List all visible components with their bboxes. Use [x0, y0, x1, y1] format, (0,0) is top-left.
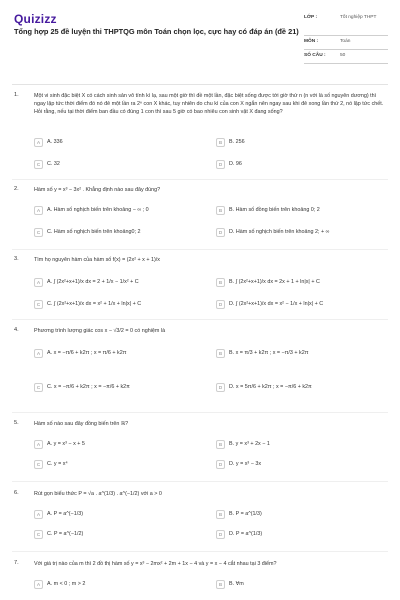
option-c[interactable] — [34, 383, 192, 392]
option-text: C. P = a^(−1/2) — [47, 531, 84, 537]
option-text: D. ∫ (2x²+x+1)/x dx = x² − 1/x + ln|x| + C — [229, 301, 324, 307]
question-number: 3. — [14, 256, 19, 262]
option-text: A. P = a^(−1/3) — [47, 511, 83, 517]
option-letter-box: C — [34, 300, 43, 309]
option-b[interactable] — [216, 580, 374, 589]
option-d[interactable] — [216, 460, 374, 469]
option-text: B. 256 — [229, 139, 245, 145]
option-c[interactable] — [34, 530, 192, 539]
option-letter-box: B — [216, 206, 225, 215]
option-text: B. ∫ (2x²+x+1)/x dx = 2x + 1 + ln|x| + C — [229, 279, 320, 285]
question-divider — [12, 319, 388, 320]
option-text: A. ∫ (2x²+x+1)/x dx = 2 + 1/x − 1/x² + C — [47, 279, 139, 285]
option-text: D. x = 5π/6 + k2π ; x = −π/6 + k2π — [229, 384, 312, 390]
question-6 — [14, 490, 392, 546]
meta-table — [304, 12, 388, 64]
mon-value: Toán — [340, 39, 351, 44]
option-text: D. y = x³ − 3x — [229, 461, 262, 467]
option-d[interactable] — [216, 300, 374, 309]
question-number: 1. — [14, 92, 19, 98]
option-text: D. Hàm số nghịch biến trên khoảng 2; + ∞ — [229, 229, 330, 235]
lop-label: LỚP : — [304, 15, 318, 20]
mon-label: MÔN : — [304, 39, 319, 44]
option-letter-box: D — [216, 228, 225, 237]
meta-row-socau — [304, 50, 388, 64]
option-letter-box: A — [34, 278, 43, 287]
option-text: B. x = π/3 + k2π ; x = −π/3 + k2π — [229, 350, 309, 356]
question-number: 7. — [14, 560, 19, 566]
option-letter-box: A — [34, 510, 43, 519]
option-a[interactable] — [34, 580, 192, 589]
question-divider — [12, 249, 388, 250]
question-divider — [12, 412, 388, 413]
option-text: B. y = x³ + 2x − 1 — [229, 441, 270, 447]
option-a[interactable] — [34, 138, 192, 147]
option-text: C. ∫ (2x²+x+1)/x dx = x² + 1/x + ln|x| + C — [47, 301, 142, 307]
option-text: B. P = a^(1/3) — [229, 511, 262, 517]
option-a[interactable] — [34, 206, 192, 215]
option-a[interactable] — [34, 278, 192, 287]
option-text: A. m < 0 ; m > 2 — [47, 581, 86, 587]
option-letter-box: A — [34, 440, 43, 449]
option-letter-box: B — [216, 278, 225, 287]
option-letter-box: A — [34, 580, 43, 589]
option-d[interactable] — [216, 383, 374, 392]
quizizz-logo: Quizizz — [14, 12, 57, 26]
option-text: C. x = −π/6 + k2π ; x = −π/6 + k2π — [47, 384, 130, 390]
question-number: 6. — [14, 490, 19, 496]
option-letter-box: C — [34, 460, 43, 469]
option-c[interactable] — [34, 460, 192, 469]
option-b[interactable] — [216, 349, 374, 358]
header-divider — [12, 84, 388, 85]
option-b[interactable] — [216, 206, 374, 215]
worksheet-header — [0, 0, 400, 84]
question-text: Với giá trị nào của m thì 2 đồ thị hàm số y = x³ − 2mx² + 2m + 1x − 4 và y = x − 4 cắt nhau tại 3 điểm? — [34, 561, 277, 567]
question-text: Hàm số y = x³ − 3x² . Khẳng định nào sau đây đúng? — [34, 187, 161, 193]
option-b[interactable] — [216, 510, 374, 519]
option-letter-box: D — [216, 160, 225, 169]
option-text: A. Hàm số nghịch biến trên khoảng − ∞ ; 0 — [47, 207, 149, 213]
option-letter-box: B — [216, 349, 225, 358]
meta-row-mon — [304, 36, 388, 50]
option-letter-box: C — [34, 530, 43, 539]
question-text: Rút gọn biểu thức P = √a . a^(1/3) . a^(−1/2) với a > 0 — [34, 491, 162, 497]
option-letter-box: D — [216, 530, 225, 539]
socau-value: 50 — [340, 53, 346, 58]
option-text: D. P = a^(1/3) — [229, 531, 263, 537]
question-text: Tìm họ nguyên hàm của hàm số f(x) = (2x² + x + 1)/x — [34, 257, 160, 263]
question-number: 4. — [14, 327, 19, 333]
question-1 — [14, 92, 392, 172]
socau-label: SỐ CÂU : — [304, 53, 326, 58]
option-letter-box: D — [216, 460, 225, 469]
option-d[interactable] — [216, 530, 374, 539]
option-text: C. Hàm số nghịch biến trên khoảng0; 2 — [47, 229, 141, 235]
option-d[interactable] — [216, 228, 374, 237]
option-letter-box: A — [34, 349, 43, 358]
option-d[interactable] — [216, 160, 374, 169]
question-divider — [12, 551, 388, 552]
option-letter-box: D — [216, 383, 225, 392]
option-text: C. y = x⁴ — [47, 461, 68, 467]
question-text: Một vi sinh đặc biệt X có cách sinh sản vô tính kì lạ, sau một giờ thì đề một lần, đặc biệt sống được tới giờ thứ n (n với là số nguyên dương) thì ngay lập tức thời điểm đó nó đẻ một lần ra 2ⁿ con X khác, tuy nhiên do chu kì của con X ngắn nên ngay sau khi đẻ xong lần thứ 2, nó lập tức chết. Hỏi rằng, nếu tại thời điểm ban đầu có đúng 1 con thì sau 5 giờ có bao nhiêu con sinh vật X đang sống? — [34, 93, 384, 116]
option-text: A. x = −π/6 + k2π ; x = π/6 + k2π — [47, 350, 127, 356]
option-a[interactable] — [34, 349, 192, 358]
option-a[interactable] — [34, 440, 192, 449]
option-a[interactable] — [34, 510, 192, 519]
question-5 — [14, 420, 392, 476]
option-text: C. 32 — [47, 161, 60, 167]
option-text: D. 96 — [229, 161, 242, 167]
option-letter-box: B — [216, 510, 225, 519]
option-text: A. 336 — [47, 139, 63, 145]
option-letter-box: D — [216, 300, 225, 309]
option-text: A. y = x³ − x + 5 — [47, 441, 85, 447]
option-b[interactable] — [216, 278, 374, 287]
option-letter-box: C — [34, 383, 43, 392]
option-letter-box: B — [216, 440, 225, 449]
question-text: Phương trình lượng giác cos x − √3/2 = 0 có nghiệm là — [34, 328, 166, 334]
option-c[interactable] — [34, 300, 192, 309]
question-3 — [14, 256, 392, 316]
option-letter-box: A — [34, 206, 43, 215]
page-title: Tổng hợp 25 đề luyện thi THPTQG môn Toán chọn lọc, cực hay có đáp án (đề 21) — [14, 27, 299, 36]
option-letter-box: B — [216, 138, 225, 147]
option-text: B. ∀m — [229, 581, 244, 587]
question-7 — [14, 560, 392, 600]
lop-value: Tốt nghiệp THPT — [340, 15, 377, 20]
option-text: B. Hàm số đồng biến trên khoảng 0; 2 — [229, 207, 320, 213]
question-number: 5. — [14, 420, 19, 426]
question-4 — [14, 327, 392, 409]
question-text: Hàm số nào sau đây đồng biến trên ℝ? — [34, 421, 129, 427]
option-letter-box: C — [34, 228, 43, 237]
option-letter-box: B — [216, 580, 225, 589]
meta-row-lop — [304, 12, 388, 36]
option-c[interactable] — [34, 160, 192, 169]
question-2 — [14, 186, 392, 246]
option-c[interactable] — [34, 228, 192, 237]
question-number: 2. — [14, 186, 19, 192]
option-b[interactable] — [216, 138, 374, 147]
option-letter-box: C — [34, 160, 43, 169]
option-b[interactable] — [216, 440, 374, 449]
question-divider — [12, 481, 388, 482]
option-letter-box: A — [34, 138, 43, 147]
question-divider — [12, 179, 388, 180]
